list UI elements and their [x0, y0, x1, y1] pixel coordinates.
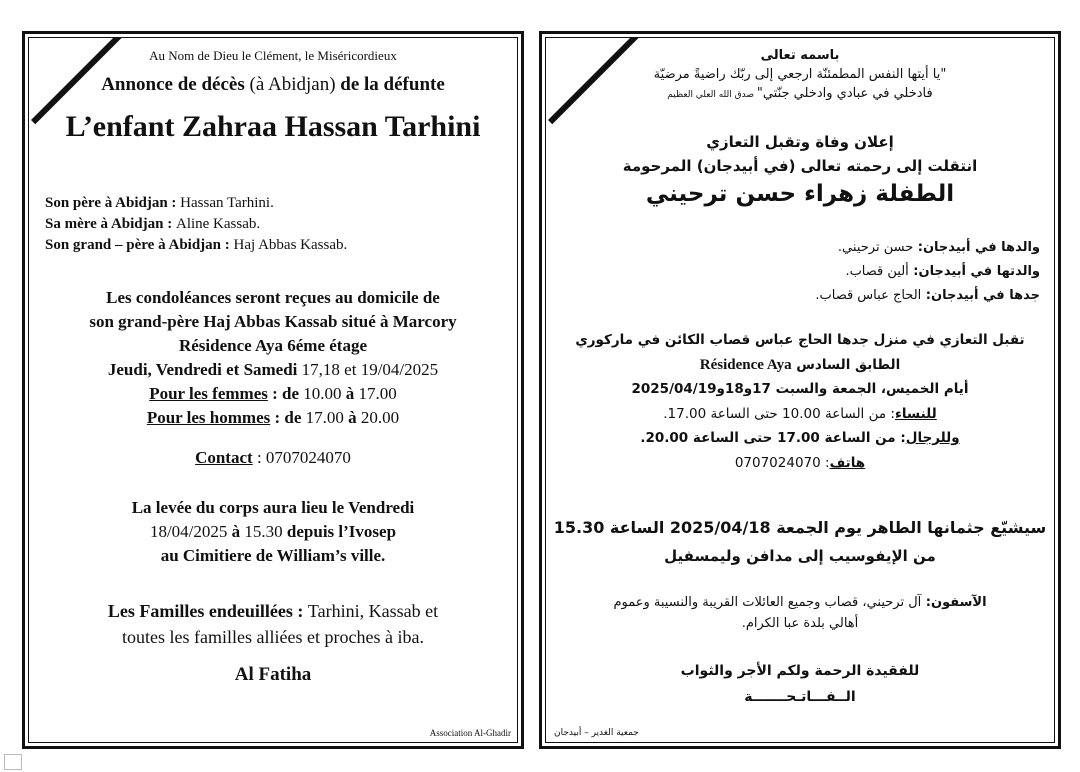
arabic-panel-inner-border	[545, 37, 1055, 743]
arabic-announcement-panel	[539, 31, 1061, 749]
arabic-announce: إعلان وفاة وتقبل التعازي	[706, 133, 894, 151]
funeral-block	[29, 496, 517, 568]
arabic-grandfather-line: جدها في أبيدجان: الحاج عباس قصاب.	[815, 288, 1040, 303]
women-hours: Pour les femmes : de 10.00 à 17.00	[149, 384, 397, 403]
image-corner-icon	[4, 754, 22, 770]
funeral-line-2: 18/04/2025 à 15.30 depuis l’Ivosep	[149, 522, 397, 541]
bismillah: باسمه تعالى	[760, 48, 840, 63]
arabic-family-list	[546, 236, 1054, 308]
arabic-mourners-line-1: الآسفون: آل ترحيني، قصاب وجميع العائلات القريبة والنسيبة وعموم	[613, 595, 987, 610]
families-block	[29, 598, 517, 650]
arabic-title-block	[546, 130, 1054, 206]
arabic-header	[546, 46, 1054, 105]
arabic-closing-block	[546, 658, 1054, 710]
contact-line: Contact : 0707024070	[195, 448, 351, 467]
arabic-condolence-line-1: تقبل التعازي في منزل جدها الحاج عباس قصاب الكائن في ماركوري	[575, 332, 1025, 348]
families-line-1: Les Familles endeuillées : Tarhini, Kassab et	[107, 601, 439, 621]
condolence-line-3: Résidence Aya 6éme étage	[178, 336, 368, 355]
arabic-association-signature: جمعية الغدير – أبيدجان	[554, 728, 639, 738]
arabic-funeral-block	[546, 514, 1054, 570]
deceased-name: L’enfant Zahraa Hassan Tarhini	[65, 110, 481, 143]
arabic-condolence-line-2: الطابق السادس Résidence Aya	[699, 356, 901, 373]
families-line-2: toutes les familles alliées et proches à iba.	[122, 627, 424, 647]
arabic-father-line: والدها في أبيدجان: حسن ترحيني.	[837, 240, 1040, 255]
condolence-line-2: son grand-père Haj Abbas Kassab situé à Marcory	[89, 312, 457, 331]
funeral-line-3: au Cimitiere de William’s ville.	[160, 546, 386, 565]
father-line: Son père à Abidjan : Hassan Tarhini.	[45, 195, 274, 211]
men-hours: Pour les hommes : de 17.00 à 20.00	[146, 408, 400, 427]
verse-line-2: فادخلي في عبادي وادخلي جنّتي" صدق الله العلي العظيم	[667, 86, 933, 101]
arabic-deceased-name: الطفلة زهراء حسن ترحيني	[645, 181, 955, 207]
condolences-block	[29, 286, 517, 430]
french-panel-inner-border	[28, 37, 518, 743]
condolence-line-1: Les condoléances seront reçues au domicile de	[106, 288, 440, 307]
al-fatiha: Al Fatiha	[234, 664, 312, 685]
association-signature: Association Al-Ghadir	[429, 728, 511, 738]
arabic-women-hours: للنساء: من الساعة 10.00 حتى الساعة 17.00.	[663, 405, 937, 422]
condolence-days: Jeudi, Vendredi et Samedi 17,18 et 19/04/2025	[107, 360, 439, 379]
announce-heading: Annonce de décès (à Abidjan) de la défunte	[101, 74, 445, 95]
invocation: Au Nom de Dieu le Clément, le Miséricordieux	[149, 48, 397, 63]
family-list	[45, 193, 347, 256]
arabic-funeral-line-2: من الإيفوسيب إلى مدافن وليمسفيل	[664, 547, 936, 565]
grandfather-line: Son grand – père à Abidjan : Haj Abbas Kassab.	[45, 237, 348, 253]
arabic-phone: هاتف: 0707024070	[734, 454, 866, 471]
arabic-funeral-line-1: سيشيّع جثمانها الطاهر يوم الجمعة 2025/04/18 الساعة 15.30	[553, 518, 1047, 537]
arabic-closing: للفقيدة الرحمة ولكم الأجر والثواب	[680, 663, 920, 679]
arabic-passed: انتقلت إلى رحمته تعالى (في أبيدجان) المرحومة	[622, 157, 978, 175]
french-announcement-panel	[22, 31, 524, 749]
arabic-days: أيام الخميس، الجمعة والسبت 17و18و2025/04/19	[631, 381, 969, 397]
arabic-men-hours: وللرجال: من الساعة 17.00 حتى الساعة 20.00.	[640, 430, 960, 446]
arabic-mother-line: والدتها في أبيدجان: ألين قصاب.	[845, 264, 1040, 279]
arabic-condolences-block	[546, 328, 1054, 475]
arabic-mourners-block	[546, 592, 1054, 634]
mother-line: Sa mère à Abidjan : Aline Kassab.	[45, 216, 261, 232]
arabic-mourners-line-2: أهالي بلدة عبا الكرام.	[741, 616, 859, 631]
verse-line-1: "يا أيتها النفس المطمئنّة ارجعي إلى ربّك راضيةً مرضيّة	[653, 67, 947, 82]
funeral-line-1: La levée du corps aura lieu le Vendredi	[131, 498, 415, 517]
french-text	[29, 48, 517, 144]
arabic-fatiha: الــفـــاتـحـــــــة	[744, 689, 856, 705]
